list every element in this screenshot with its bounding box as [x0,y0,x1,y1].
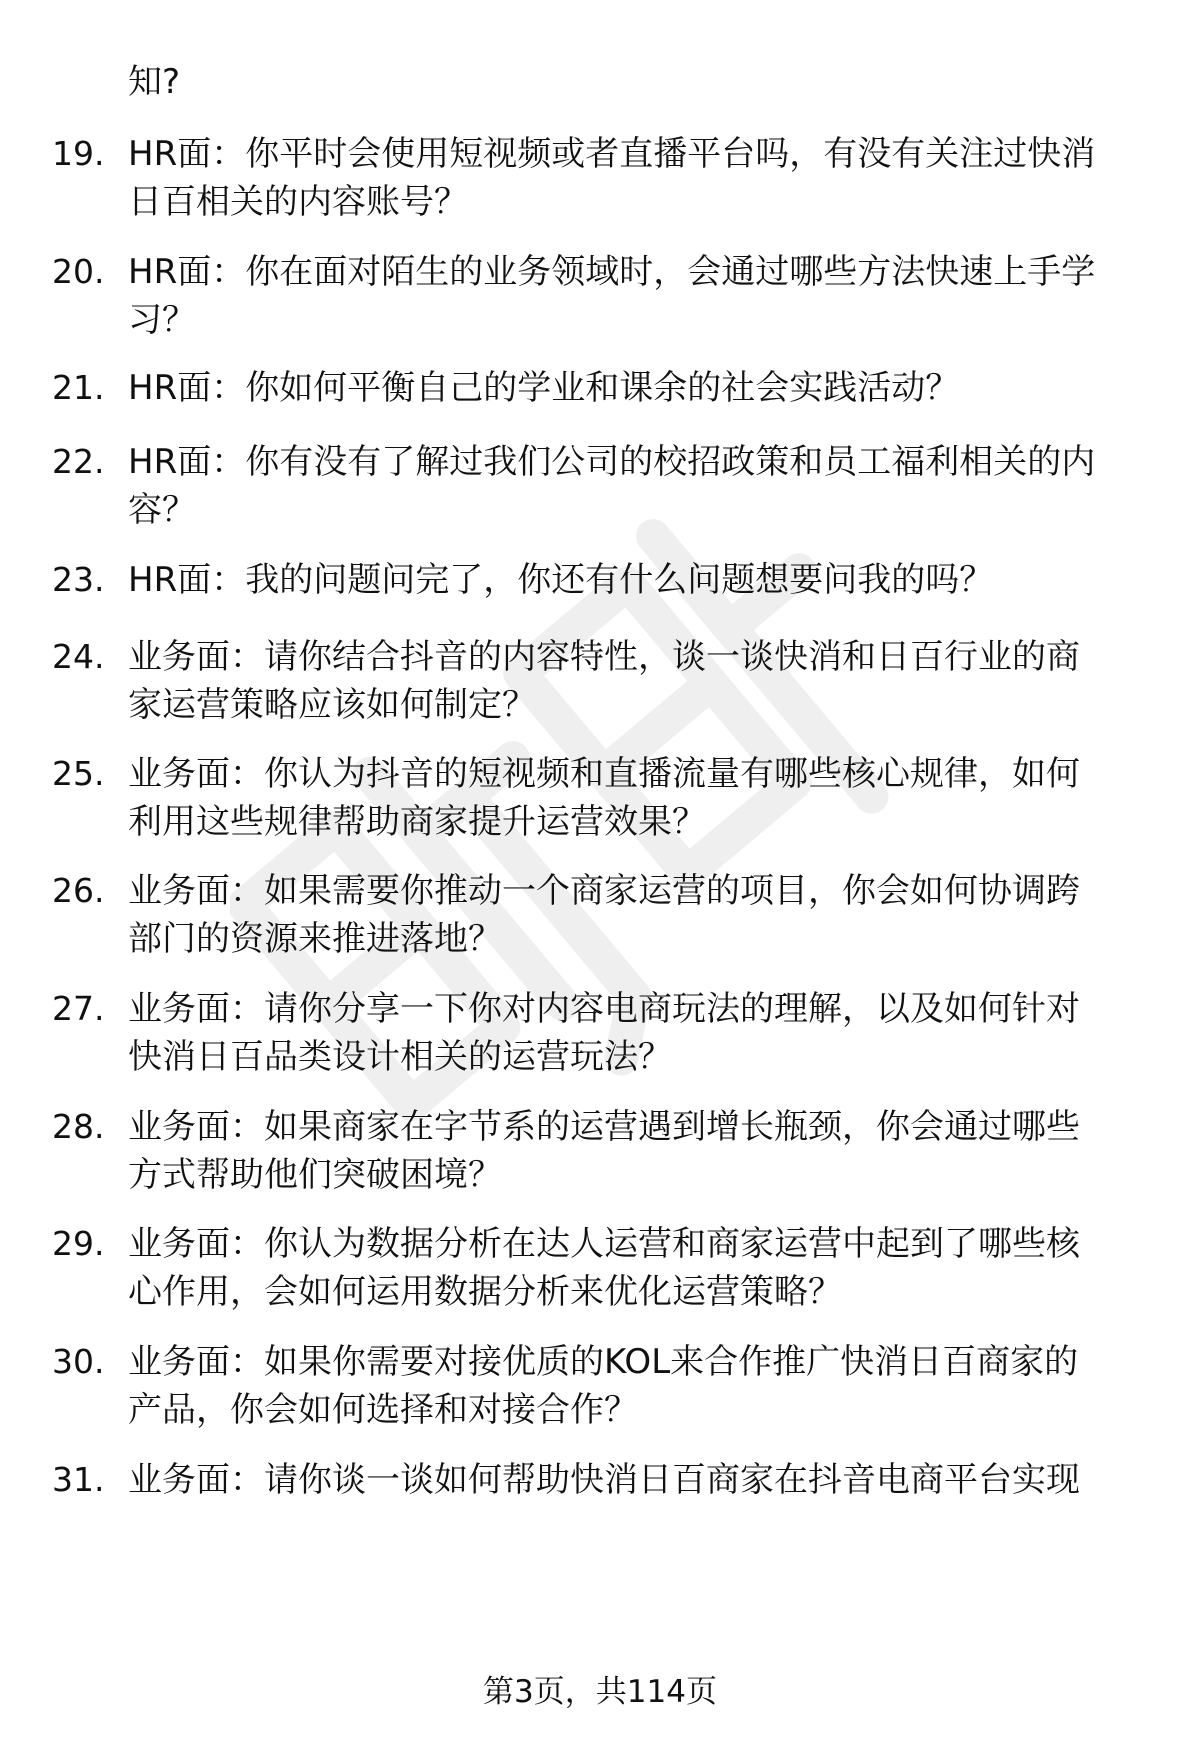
question-number: 25. [52,754,105,793]
question-number: 19. [52,134,105,173]
question-number: 20. [52,252,105,291]
question-text [128,438,1148,534]
page-footer: 第3页，共114页 [483,1674,717,1710]
question-text [128,1338,1148,1434]
question-line: 业务面：如果需要你推动一个商家运营的项目，你会如何协调跨 [128,871,1080,911]
question-line: HR面：你平时会使用短视频或者直播平台吗，有没有关注过快消 [128,134,1096,174]
question-number: 22. [52,442,105,481]
question-line: 部门的资源来推进落地？ [128,919,502,959]
question-text [128,248,1148,344]
question-number: 23. [52,560,105,599]
question-line: HR面：你如何平衡自己的学业和课余的社会实践活动？ [128,368,960,408]
question-line: 业务面：如果商家在字节系的运营遇到增长瓶颈，你会通过哪些 [128,1107,1080,1147]
question-line: 业务面：请你结合抖音的内容特性，谈一谈快消和日百行业的商 [128,637,1080,677]
question-line: 容？ [128,490,196,530]
question-line: 习？ [128,300,196,340]
question-line: HR面：你有没有了解过我们公司的校招政策和员工福利相关的内 [128,442,1096,482]
question-text [128,633,1148,729]
question-line: 业务面：你认为抖音的短视频和直播流量有哪些核心规律，如何 [128,754,1080,794]
question-line: 方式帮助他们突破困境？ [128,1155,502,1195]
question-number: 28. [52,1107,105,1146]
question-line: 利用这些规律帮助商家提升运营效果？ [128,802,706,842]
question-line: HR面：我的问题问完了，你还有什么问题想要问我的吗？ [128,560,994,600]
question-line: 快消日百品类设计相关的运营玩法？ [128,1037,672,1077]
question-number: 29. [52,1224,105,1263]
question-number: 31. [52,1460,105,1499]
question-number: 30. [52,1342,105,1381]
question-line: 产品，你会如何选择和对接合作？ [128,1390,638,1430]
question-text [128,58,1148,106]
question-line: 业务面：你认为数据分析在达人运营和商家运营中起到了哪些核 [128,1224,1080,1264]
question-text [128,867,1148,963]
question-number: 27. [52,989,105,1028]
question-text [128,556,1148,604]
question-line: 知? [128,62,181,102]
question-number: 24. [52,637,105,676]
question-line: 心作用，会如何运用数据分析来优化运营策略？ [128,1272,842,1312]
question-text [128,1220,1148,1316]
question-text [128,1456,1148,1504]
question-line: 业务面：如果你需要对接优质的KOL来合作推广快消日百商家的 [128,1342,1079,1382]
question-number: 21. [52,368,105,407]
question-text [128,750,1148,846]
question-line: HR面：你在面对陌生的业务领域时，会通过哪些方法快速上手学 [128,252,1096,292]
question-line: 业务面：请你分享一下你对内容电商玩法的理解，以及如何针对 [128,989,1080,1029]
question-number: 26. [52,871,105,910]
question-text [128,985,1148,1081]
question-text [128,1103,1148,1199]
question-line: 家运营策略应该如何制定？ [128,685,536,725]
question-text [128,364,1148,412]
question-line: 日百相关的内容账号？ [128,182,468,222]
question-text [128,130,1148,226]
question-line: 业务面：请你谈一谈如何帮助快消日百商家在抖音电商平台实现 [128,1460,1080,1500]
